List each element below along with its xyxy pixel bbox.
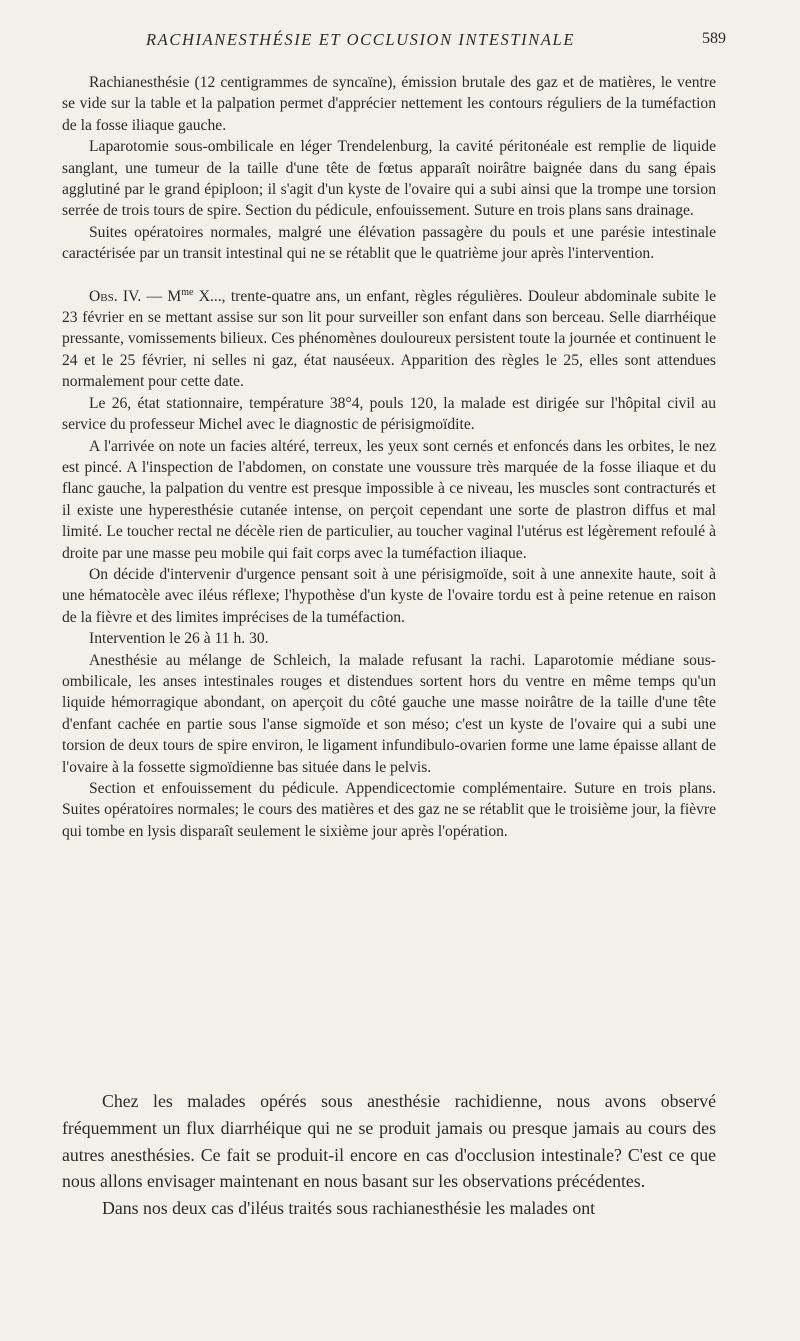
discussion-section: [62, 1088, 716, 1222]
case4-paragraph: Anesthésie au mélange de Schleich, la malade refusant la rachi. Laparotomie médiane sous-ombilicale, les anses intestinales rouges et distendues sortent hors du ventre en même temps qu'un liquide hémorragique abondant, on aperçoit du côté gauche une masse noirâtre de la taille d'une tête d'enfant cachée en partie sous l'anse sigmoïde et son méso; c'est un kyste de l'ovaire qui a subi une torsion de deux tours de spire environ, le ligament infundibulo-ovarien forme une lame épaisse allant de l'ovaire à la fossette sigmoïdienne bas située dans le pelvis.: [62, 651, 716, 776]
case3-paragraph: Rachianesthésie (12 centigrammes de syncaïne), émission brutale des gaz et de matières, le ventre se vide sur la table et la palpation permet d'apprécier nettement les contours réguliers de la tuméfaction de la fosse iliaque gauche.: [62, 74, 716, 134]
discussion-paragraph: Dans nos deux cas d'iléus traités sous rachianesthésie les malades ont: [102, 1198, 596, 1219]
case4-paragraph: Section et enfouissement du pédicule. Appendicectomie complémentaire. Suture en trois plans. Suites opératoires normales; le cours des matières et des gaz ne se rétablit que le troisième jour, la fièvre qui tombe en lysis disparaît seulement le sixième jour après l'opération.: [62, 780, 716, 840]
running-title: RACHIANESTHÉSIE ET OCCLUSION INTESTINALE: [146, 30, 576, 49]
case4-intro-paragraph: [62, 286, 716, 393]
case4-intro-text: X..., trente-quatre ans, un enfant, règles régulières. Douleur abdominale subite le 23 février en se mettant assise sur son lit pour surveiller son enfant dans son berceau. Selle diarrhéique pressante, vomissements bilieux. Ces phénomènes douloureux persistent toute la journée et continuent le 24 et le 25 février, ni selles ni gaz, état nauséeux. Apparition des règles le 25, elles sont attendues normalement pour cette date.: [62, 287, 716, 391]
case3-paragraph: Laparotomie sous-ombilicale en léger Trendelenburg, la cavité péritonéale est remplie de liquide sanglant, une tumeur de la taille d'une tête de fœtus apparaît noirâtre baignée dans du sang épais agglutiné par le grand épiploon; il s'agit d'un kyste de l'ovaire qui a subi ainsi que la trompe une torsion serrée de trois tours de spire. Section du pédicule, enfouissement. Suture en trois plans sans drainage.: [62, 138, 716, 220]
observation-label: Obs. IV.: [89, 287, 142, 305]
case4-paragraph: A l'arrivée on note un facies altéré, terreux, les yeux sont cernés et enfoncés dans les orbites, le nez est pincé. A l'inspection de l'abdomen, on constate une voussure très marquée de la fosse iliaque et du flanc gauche, la palpation du ventre est presque impossible à ce niveau, les muscles sont contracturés et il existe une hyperesthésie cutanée intense, on perçoit cependant une sorte de plastron diffus et mal limité. Le toucher rectal ne décèle rien de particulier, au toucher vaginal l'utérus est légèrement refoulé à droite par une masse peu mobile qui fait corps avec la tuméfaction iliaque.: [62, 437, 716, 562]
case4-paragraph: Le 26, état stationnaire, température 38°4, pouls 120, la malade est dirigée sur l'hôpital civil au service du professeur Michel avec le diagnostic de périsigmoïdite.: [62, 394, 716, 434]
case4-paragraph: Intervention le 26 à 11 h. 30.: [89, 630, 269, 648]
honorific: — M: [141, 287, 182, 305]
page-number: 589: [702, 30, 726, 47]
discussion-paragraph: Chez les malades opérés sous anesthésie rachidienne, nous avons observé fréquemment un flux diarrhéique qui ne se produit jamais ou presque jamais au cours des autres anesthésies. Ce fait se produit-il encore en cas d'occlusion intestinale? C'est ce que nous allons envisager maintenant en nous basant sur les observations précédentes.: [62, 1091, 716, 1192]
case3-paragraph: Suites opératoires normales, malgré une élévation passagère du pouls et une parésie intestinale caractérisée par un transit intestinal qui ne se rétablit que le quatrième jour après l'intervention.: [62, 223, 716, 263]
honorific-superscript: me: [181, 286, 194, 298]
case4-paragraph: On décide d'intervenir d'urgence pensant soit à une périsigmoïde, soit à une annexite haute, soit à une hématocèle avec iléus réflexe; l'hypothèse d'un kyste de l'ovaire tordu est à peine retenue en raison de la fièvre et des limites imprécises de la tuméfaction.: [62, 565, 716, 626]
case-reports: [62, 72, 716, 842]
page-header: [62, 30, 726, 54]
